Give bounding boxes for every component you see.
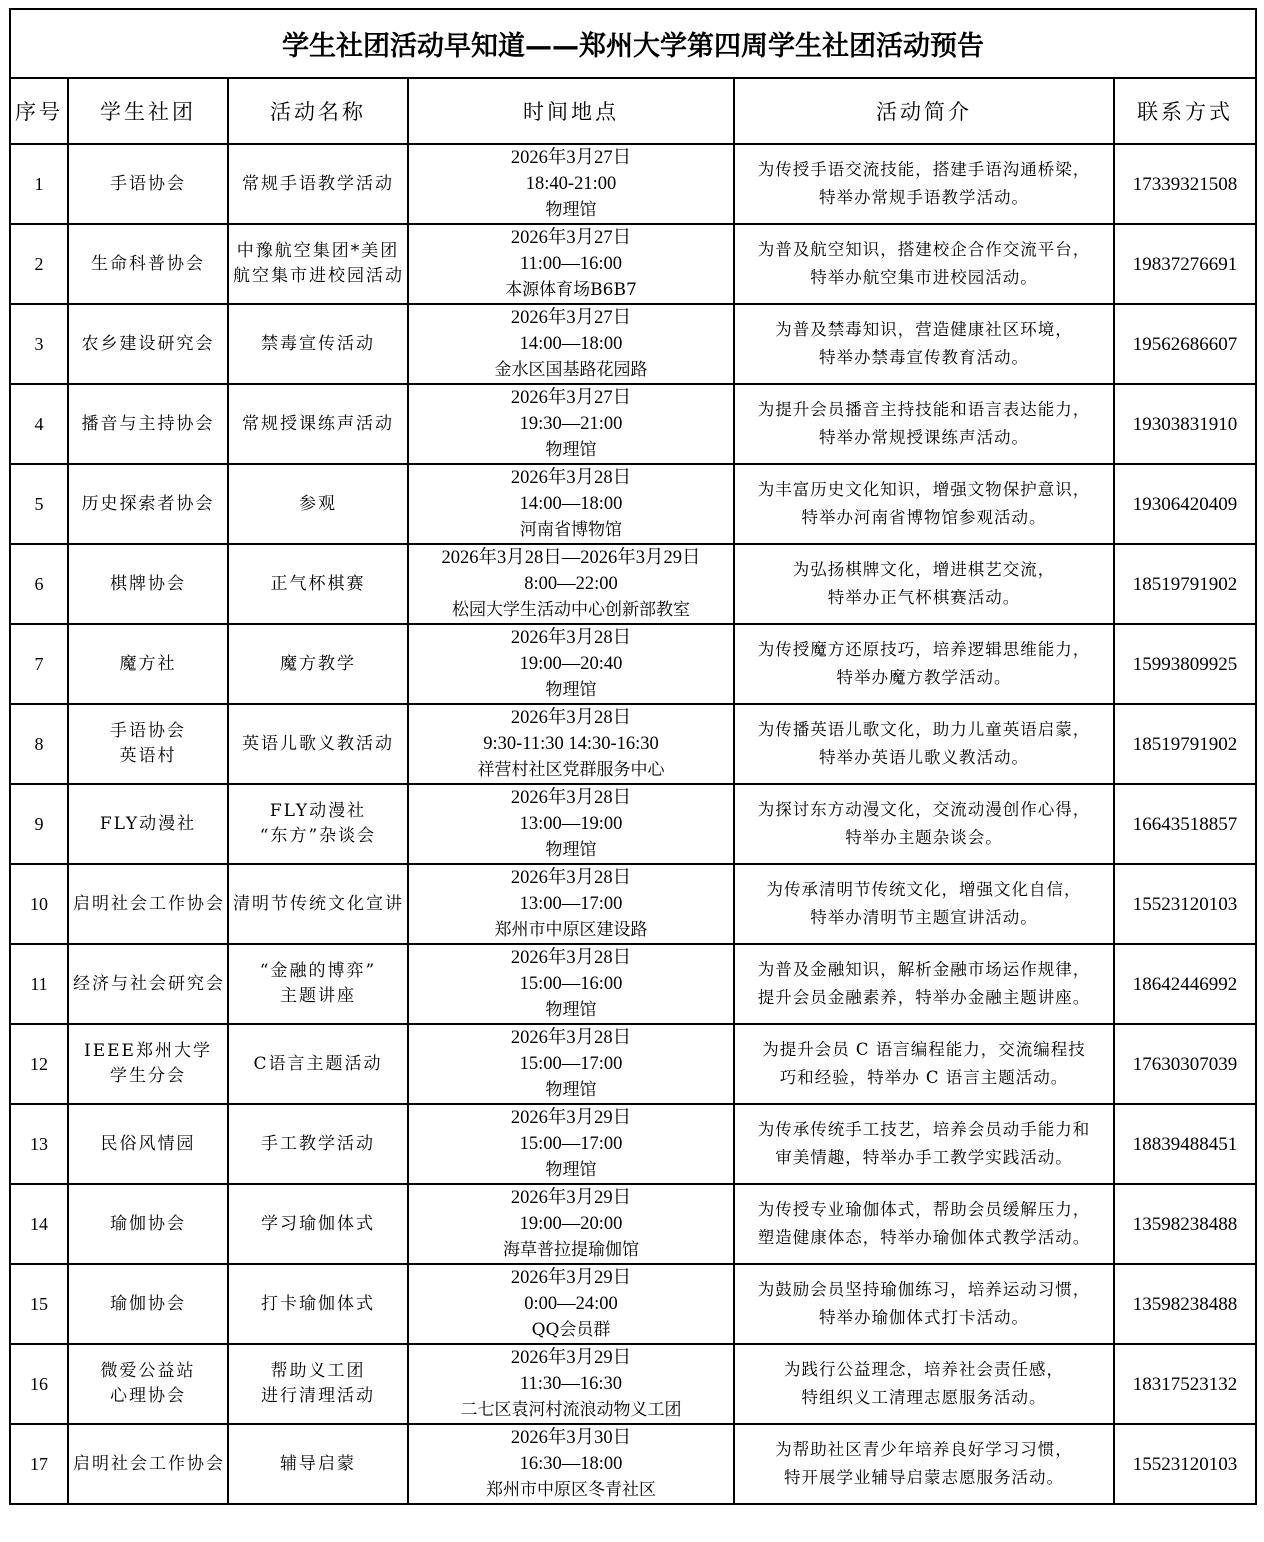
row-index: 3: [10, 304, 68, 384]
time-place-cell: [408, 224, 734, 304]
table-row: [10, 1424, 1256, 1504]
activity-time: 11:30—16:30: [519, 1374, 623, 1394]
activity-date: 2026年3月28日—2026年3月29日: [441, 548, 701, 568]
activity-cell: [228, 1264, 408, 1344]
header-time-place: 时间地点: [408, 78, 734, 144]
activity-date: 2026年3月28日: [510, 868, 632, 888]
org-name: 学生分会: [110, 1066, 186, 1086]
time-place-cell: [408, 704, 734, 784]
org-name: 启明社会工作协会: [73, 1453, 225, 1474]
table-row: [10, 624, 1256, 704]
intro-line: 为践行公益理念，培养社会责任感，: [784, 1360, 1064, 1379]
activity-cell: [228, 1104, 408, 1184]
table-row: [10, 1024, 1256, 1104]
intro-line: 为普及航空知识，搭建校企合作交流平台，: [757, 240, 1091, 259]
intro-line: 为普及金融知识，解析金融市场运作规律，: [757, 960, 1091, 979]
activity-name: 中豫航空集团*美团: [236, 241, 400, 261]
activity-name: 清明节传统文化宣讲: [233, 893, 404, 914]
org-cell: [68, 864, 228, 944]
intro-cell: [734, 304, 1114, 384]
activity-place: 物理馆: [545, 680, 597, 700]
activity-cell: [228, 624, 408, 704]
activity-cell: [228, 704, 408, 784]
activity-date: 2026年3月30日: [510, 1428, 632, 1448]
org-name: 魔方社: [119, 653, 177, 674]
header-activity: 活动名称: [228, 78, 408, 144]
row-index: 11: [10, 944, 68, 1024]
time-place-cell: [408, 1024, 734, 1104]
activity-name: 帮助义工团: [270, 1361, 366, 1381]
table-row: [10, 784, 1256, 864]
intro-line: 特举办清明节主题宣讲活动。: [810, 908, 1038, 927]
header-intro: 活动简介: [734, 78, 1114, 144]
header-contact: 联系方式: [1114, 78, 1256, 144]
intro-line: 特举办瑜伽体式打卡活动。: [819, 1308, 1029, 1327]
activity-name: 进行清理活动: [261, 1386, 375, 1406]
contact-phone: 19837276691: [1114, 224, 1256, 304]
intro-line: 为传授魔方还原技巧，培养逻辑思维能力，: [757, 640, 1091, 659]
time-place-cell: [408, 624, 734, 704]
activity-date: 2026年3月27日: [510, 228, 632, 248]
activity-time: 11:00—16:00: [519, 254, 623, 274]
row-index: 2: [10, 224, 68, 304]
intro-line: 特举办主题杂谈会。: [845, 828, 1003, 847]
activity-time: 18:40-21:00: [525, 174, 617, 194]
intro-line: 特举办常规授课练声活动。: [819, 428, 1029, 447]
table-row: [10, 144, 1256, 224]
time-place-cell: [408, 1344, 734, 1424]
activity-cell: [228, 464, 408, 544]
activity-date: 2026年3月28日: [510, 468, 632, 488]
contact-phone: 13598238488: [1114, 1264, 1256, 1344]
org-name: IEEE郑州大学: [84, 1041, 212, 1061]
activity-time: 13:00—17:00: [519, 894, 623, 914]
org-name: 经济与社会研究会: [73, 973, 225, 994]
activity-place: QQ会员群: [531, 1320, 611, 1340]
intro-line: 特举办河南省博物馆参观活动。: [801, 508, 1047, 527]
intro-line: 为鼓励会员坚持瑜伽练习，培养运动习惯，: [757, 1280, 1091, 1299]
activity-cell: [228, 1184, 408, 1264]
intro-line: 特举办常规手语教学活动。: [819, 188, 1029, 207]
intro-line: 为普及禁毒知识，营造健康社区环境，: [775, 320, 1073, 339]
intro-line: 为探讨东方动漫文化，交流动漫创作心得，: [757, 800, 1091, 819]
activity-date: 2026年3月28日: [510, 788, 632, 808]
activity-place: 物理馆: [545, 1000, 597, 1020]
activity-name: C语言主题活动: [253, 1053, 383, 1074]
activity-time: 19:00—20:40: [519, 654, 623, 674]
page-title: 学生社团活动早知道——郑州大学第四周学生社团活动预告: [10, 9, 1256, 78]
intro-cell: [734, 464, 1114, 544]
intro-line: 为传授手语交流技能，搭建手语沟通桥梁，: [757, 160, 1091, 179]
row-index: 16: [10, 1344, 68, 1424]
contact-phone: 18839488451: [1114, 1104, 1256, 1184]
activity-place: 郑州市中原区建设路: [494, 920, 648, 940]
activity-cell: [228, 864, 408, 944]
org-name: 英语村: [119, 746, 177, 766]
row-index: 7: [10, 624, 68, 704]
intro-cell: [734, 1104, 1114, 1184]
row-index: 6: [10, 544, 68, 624]
activity-time: 19:30—21:00: [519, 414, 623, 434]
row-index: 13: [10, 1104, 68, 1184]
contact-phone: 15523120103: [1114, 1424, 1256, 1504]
table-row: [10, 224, 1256, 304]
activity-time: 8:00—22:00: [524, 574, 618, 594]
activity-name: 魔方教学: [280, 653, 356, 674]
intro-line: 特组织义工清理志愿服务活动。: [801, 1388, 1047, 1407]
row-index: 12: [10, 1024, 68, 1104]
row-index: 10: [10, 864, 68, 944]
intro-line: 为帮助社区青少年培养良好学习习惯，: [775, 1440, 1073, 1459]
intro-line: 提升会员金融素养，特举办金融主题讲座。: [757, 988, 1091, 1007]
time-place-cell: [408, 864, 734, 944]
org-cell: [68, 1424, 228, 1504]
org-name: 生命科普协会: [91, 253, 205, 274]
org-name: 微爱公益站: [100, 1361, 196, 1381]
activity-place: 祥营村社区党群服务中心: [477, 760, 665, 780]
intro-line: 为提升会员播音主持技能和语言表达能力，: [757, 400, 1091, 419]
org-name: 心理协会: [110, 1386, 186, 1406]
activity-time: 16:30—18:00: [519, 1454, 623, 1474]
intro-line: 特举办魔方教学活动。: [836, 668, 1012, 687]
time-place-cell: [408, 784, 734, 864]
intro-line: 为传授专业瑜伽体式，帮助会员缓解压力，: [757, 1200, 1091, 1219]
org-cell: [68, 624, 228, 704]
contact-phone: 19306420409: [1114, 464, 1256, 544]
activity-place: 金水区国基路花园路: [494, 360, 648, 380]
activity-time: 15:00—16:00: [519, 974, 623, 994]
intro-line: 特举办英语儿歌义教活动。: [819, 748, 1029, 767]
org-cell: [68, 1184, 228, 1264]
table-row: [10, 1344, 1256, 1424]
title-row: [10, 9, 1256, 78]
intro-line: 为弘扬棋牌文化，增进棋艺交流，: [792, 560, 1056, 579]
intro-cell: [734, 1024, 1114, 1104]
activity-place: 二七区袁河村流浪动物义工团: [460, 1400, 682, 1420]
intro-cell: [734, 144, 1114, 224]
contact-phone: 18642446992: [1114, 944, 1256, 1024]
org-cell: [68, 784, 228, 864]
activity-date: 2026年3月29日: [510, 1348, 632, 1368]
activity-cell: [228, 784, 408, 864]
intro-line: 为提升会员 C 语言编程能力，交流编程技: [762, 1040, 1086, 1059]
activity-date: 2026年3月29日: [510, 1188, 632, 1208]
intro-cell: [734, 624, 1114, 704]
intro-cell: [734, 544, 1114, 624]
activity-place: 郑州市中原区冬青社区: [486, 1480, 656, 1500]
activity-name: 辅导启蒙: [280, 1453, 356, 1474]
activity-place: 物理馆: [545, 200, 597, 220]
activity-time: 19:00—20:00: [519, 1214, 623, 1234]
header-index: 序号: [10, 78, 68, 144]
contact-phone: 16643518857: [1114, 784, 1256, 864]
time-place-cell: [408, 1104, 734, 1184]
contact-phone: 19303831910: [1114, 384, 1256, 464]
table-body: [10, 144, 1256, 1504]
activity-name: “金融的博弈”: [259, 961, 377, 981]
table-row: [10, 464, 1256, 544]
time-place-cell: [408, 144, 734, 224]
activity-time: 15:00—17:00: [519, 1054, 623, 1074]
intro-cell: [734, 384, 1114, 464]
activity-table: [9, 8, 1257, 1505]
activity-name: 常规授课练声活动: [242, 413, 394, 434]
row-index: 5: [10, 464, 68, 544]
activity-name: 正气杯棋赛: [270, 573, 366, 594]
header-row: [10, 78, 1256, 144]
activity-time: 14:00—18:00: [519, 334, 623, 354]
activity-name: 航空集市进校园活动: [233, 266, 404, 286]
org-cell: [68, 464, 228, 544]
org-name: 棋牌协会: [110, 573, 186, 594]
activity-time: 13:00—19:00: [519, 814, 623, 834]
activity-date: 2026年3月27日: [510, 308, 632, 328]
activity-cell: [228, 224, 408, 304]
time-place-cell: [408, 304, 734, 384]
intro-line: 特举办正气杯棋赛活动。: [827, 588, 1021, 607]
activity-name: 主题讲座: [280, 986, 356, 1006]
intro-cell: [734, 704, 1114, 784]
activity-time: 9:30-11:30 14:30-16:30: [483, 734, 659, 754]
activity-place: 河南省博物馆: [520, 520, 622, 540]
org-name: 瑜伽协会: [110, 1293, 186, 1314]
contact-phone: 17630307039: [1114, 1024, 1256, 1104]
row-index: 8: [10, 704, 68, 784]
activity-time: 15:00—17:00: [519, 1134, 623, 1154]
activity-time: 14:00—18:00: [519, 494, 623, 514]
table-row: [10, 944, 1256, 1024]
time-place-cell: [408, 544, 734, 624]
activity-date: 2026年3月28日: [510, 708, 632, 728]
intro-line: 为传播英语儿歌文化，助力儿童英语启蒙，: [757, 720, 1091, 739]
activity-date: 2026年3月27日: [510, 388, 632, 408]
activity-name: 常规手语教学活动: [242, 173, 394, 194]
intro-cell: [734, 944, 1114, 1024]
org-name: 瑜伽协会: [110, 1213, 186, 1234]
table-row: [10, 1184, 1256, 1264]
row-index: 4: [10, 384, 68, 464]
activity-place: 物理馆: [545, 1160, 597, 1180]
contact-phone: 15523120103: [1114, 864, 1256, 944]
org-cell: [68, 944, 228, 1024]
row-index: 17: [10, 1424, 68, 1504]
activity-cell: [228, 1024, 408, 1104]
activity-place: 物理馆: [545, 840, 597, 860]
intro-cell: [734, 1184, 1114, 1264]
time-place-cell: [408, 384, 734, 464]
time-place-cell: [408, 1184, 734, 1264]
activity-place: 本源体育场B6B7: [505, 280, 637, 300]
org-name: FLY动漫社: [99, 813, 197, 834]
org-cell: [68, 304, 228, 384]
activity-name: 参观: [299, 493, 337, 514]
intro-cell: [734, 784, 1114, 864]
contact-phone: 18519791902: [1114, 704, 1256, 784]
intro-line: 特举办禁毒宣传教育活动。: [819, 348, 1029, 367]
table-row: [10, 704, 1256, 784]
activity-cell: [228, 544, 408, 624]
org-name: 民俗风情园: [100, 1133, 196, 1154]
org-name: 手语协会: [110, 173, 186, 194]
org-cell: [68, 144, 228, 224]
activity-name: 学习瑜伽体式: [261, 1213, 375, 1234]
activity-name: 打卡瑜伽体式: [261, 1293, 375, 1314]
row-index: 14: [10, 1184, 68, 1264]
intro-line: 为传承清明节传统文化，增强文化自信，: [766, 880, 1082, 899]
row-index: 15: [10, 1264, 68, 1344]
contact-phone: 15993809925: [1114, 624, 1256, 704]
contact-phone: 18317523132: [1114, 1344, 1256, 1424]
contact-phone: 19562686607: [1114, 304, 1256, 384]
intro-line: 特开展学业辅导启蒙志愿服务活动。: [784, 1468, 1064, 1487]
org-cell: [68, 544, 228, 624]
activity-name: FLY动漫社: [269, 801, 367, 821]
org-cell: [68, 1024, 228, 1104]
header-org: 学生社团: [68, 78, 228, 144]
table-row: [10, 304, 1256, 384]
intro-cell: [734, 864, 1114, 944]
activity-cell: [228, 144, 408, 224]
intro-line: 审美情趣，特举办手工教学实践活动。: [775, 1148, 1073, 1167]
contact-phone: 18519791902: [1114, 544, 1256, 624]
time-place-cell: [408, 1424, 734, 1504]
table-row: [10, 544, 1256, 624]
org-cell: [68, 384, 228, 464]
activity-date: 2026年3月28日: [510, 1028, 632, 1048]
intro-cell: [734, 1424, 1114, 1504]
table-row: [10, 864, 1256, 944]
activity-cell: [228, 384, 408, 464]
activity-place: 松园大学生活动中心创新部教室: [452, 600, 690, 620]
activity-cell: [228, 304, 408, 384]
org-cell: [68, 704, 228, 784]
time-place-cell: [408, 1264, 734, 1344]
intro-cell: [734, 1264, 1114, 1344]
contact-phone: 13598238488: [1114, 1184, 1256, 1264]
activity-place: 海草普拉提瑜伽馆: [503, 1240, 639, 1260]
intro-line: 塑造健康体态，特举办瑜伽体式教学活动。: [757, 1228, 1091, 1247]
table-row: [10, 1264, 1256, 1344]
org-name: 手语协会: [110, 721, 186, 741]
row-index: 9: [10, 784, 68, 864]
org-name: 农乡建设研究会: [81, 333, 215, 354]
org-name: 启明社会工作协会: [73, 893, 225, 914]
time-place-cell: [408, 944, 734, 1024]
activity-place: 物理馆: [545, 1080, 597, 1100]
activity-date: 2026年3月28日: [510, 628, 632, 648]
org-cell: [68, 1344, 228, 1424]
activity-cell: [228, 944, 408, 1024]
time-place-cell: [408, 464, 734, 544]
activity-date: 2026年3月29日: [510, 1108, 632, 1128]
row-index: 1: [10, 144, 68, 224]
intro-line: 特举办航空集市进校园活动。: [810, 268, 1038, 287]
org-name: 播音与主持协会: [81, 413, 215, 434]
activity-cell: [228, 1344, 408, 1424]
intro-line: 巧和经验，特举办 C 语言主题活动。: [779, 1068, 1069, 1087]
intro-line: 为丰富历史文化知识，增强文物保护意识，: [757, 480, 1091, 499]
activity-time: 0:00—24:00: [524, 1294, 618, 1314]
intro-cell: [734, 1344, 1114, 1424]
intro-line: 为传承传统手工技艺，培养会员动手能力和: [757, 1120, 1091, 1139]
activity-place: 物理馆: [545, 440, 597, 460]
activity-name: “东方”杂谈会: [259, 826, 377, 846]
activity-cell: [228, 1424, 408, 1504]
org-cell: [68, 1104, 228, 1184]
activity-date: 2026年3月29日: [510, 1268, 632, 1288]
activity-name: 禁毒宣传活动: [261, 333, 375, 354]
table-row: [10, 1104, 1256, 1184]
activity-date: 2026年3月28日: [510, 948, 632, 968]
contact-phone: 17339321508: [1114, 144, 1256, 224]
org-cell: [68, 1264, 228, 1344]
org-name: 历史探索者协会: [81, 493, 215, 514]
intro-cell: [734, 224, 1114, 304]
activity-date: 2026年3月27日: [510, 148, 632, 168]
table-row: [10, 384, 1256, 464]
org-cell: [68, 224, 228, 304]
activity-name: 手工教学活动: [261, 1133, 375, 1154]
activity-name: 英语儿歌义教活动: [242, 733, 394, 754]
